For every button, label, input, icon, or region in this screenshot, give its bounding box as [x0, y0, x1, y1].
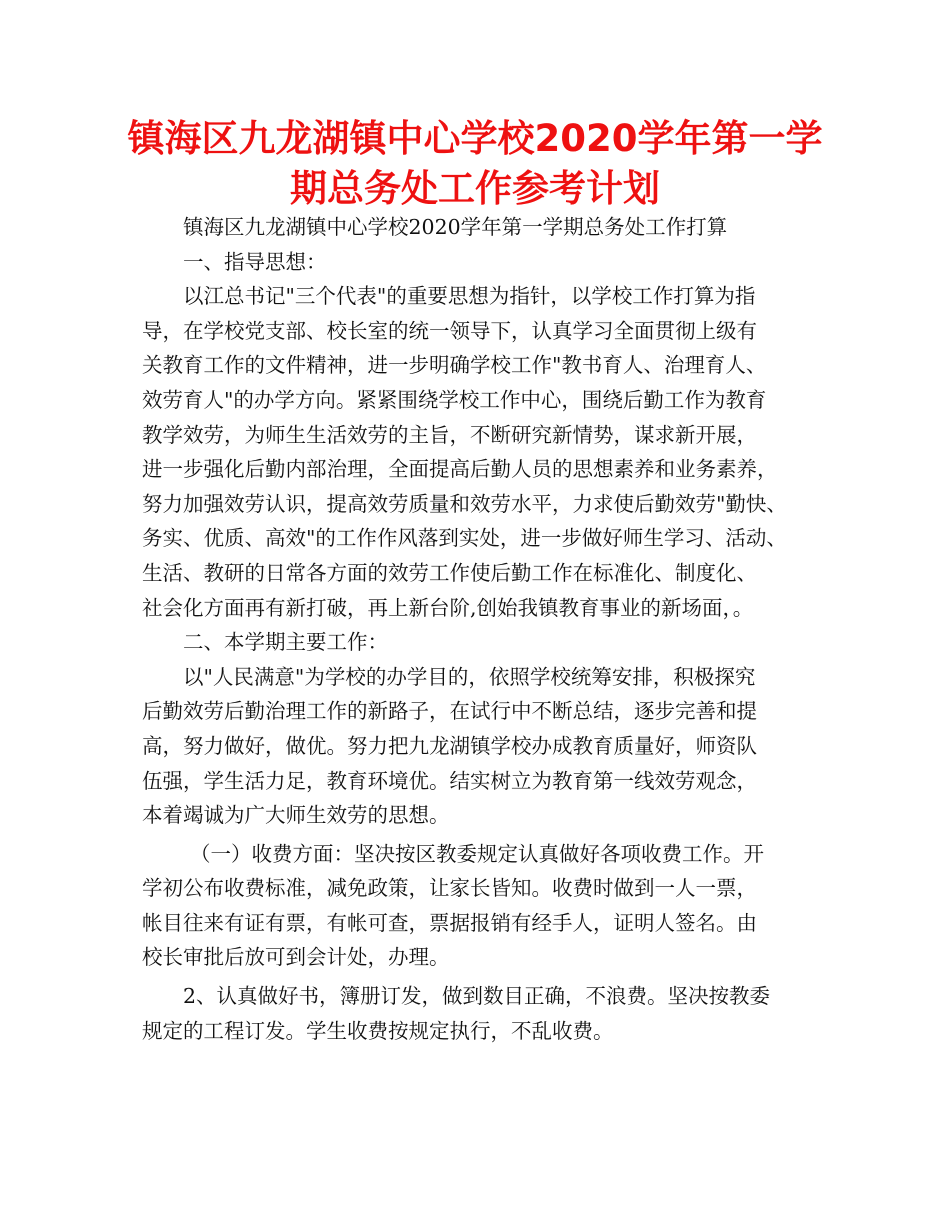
document-body	[142, 210, 822, 1048]
paragraph-line: 学初公布收费标准，减免政策，让家长皆知。收费时做到一人一票，	[142, 876, 757, 901]
paragraph-line: 后勤效劳后勤治理工作的新路子，在试行中不断总结，逐步完善和提	[142, 699, 757, 724]
paragraph-line: 帐目往来有证有票，有帐可查，票据报销有经手人，证明人签名。由	[142, 910, 757, 935]
paragraph-line: 规定的工程订发。学生收费按规定执行，不乱收费。	[142, 1018, 614, 1043]
paragraph-line: 进一步强化后勤内部治理，全面提高后勤人员的思想素养和业务素养，	[142, 457, 778, 482]
paragraph-line: （一）收费方面：坚决按区教委规定认真做好各项收费工作。开	[190, 841, 764, 866]
paragraph-line: 校长审批后放可到会计处，办理。	[142, 945, 450, 970]
paragraph-line: 2、认真做好书，簿册订发，做到数目正确，不浪费。坚决按教委	[183, 984, 771, 1009]
paragraph-line: 本着竭诚为广大师生效劳的思想。	[142, 803, 450, 828]
paragraph-line: 社会化方面再有新打破，再上新台阶,创始我镇教育事业的新场面，。	[142, 595, 754, 620]
paragraph-line: 务实、优质、高效"的工作作风落到实处，进一步做好师生学习、活动、	[142, 526, 787, 551]
section-heading-guiding-ideology: 一、指导思想：	[183, 249, 327, 274]
paragraph-line: 以江总书记"三个代表"的重要思想为指针，以学校工作打算为指	[183, 284, 756, 309]
paragraph-line: 导，在学校党支部、校长室的统一领导下，认真学习全面贯彻上级有	[142, 318, 757, 343]
document-subtitle: 镇海区九龙湖镇中心学校2020学年第一学期总务处工作打算	[183, 215, 728, 239]
paragraph-line: 生活、教研的日常各方面的效劳工作使后勤工作在标准化、制度化、	[142, 560, 757, 585]
paragraph-line: 努力加强效劳认识，提高效劳质量和效劳水平，力求使后勤效劳"勤快、	[142, 491, 787, 516]
paragraph-line: 教学效劳，为师生生活效劳的主旨，不断研究新情势，谋求新开展，	[142, 422, 757, 447]
section-heading-main-work: 二、本学期主要工作：	[183, 630, 388, 655]
document-title	[120, 114, 830, 214]
title-line-1: 镇海区九龙湖镇中心学校2020学年第一学	[127, 117, 823, 160]
paragraph-line: 效劳育人"的办学方向。紧紧围绕学校工作中心，围绕后勤工作为教育	[142, 387, 767, 412]
paragraph-line: 关教育工作的文件精神，进一步明确学校工作"教书育人、治理育人、	[142, 353, 767, 378]
paragraph-line: 高，努力做好，做优。努力把九龙湖镇学校办成教育质量好，师资队	[142, 733, 757, 758]
paragraph-line: 以"人民满意"为学校的办学目的，依照学校统筹安排，积极探究	[183, 664, 756, 689]
paragraph-line: 伍强，学生活力足，教育环境优。结实树立为教育第一线效劳观念，	[142, 768, 757, 793]
title-line-2: 期总务处工作参考计划	[290, 167, 660, 210]
